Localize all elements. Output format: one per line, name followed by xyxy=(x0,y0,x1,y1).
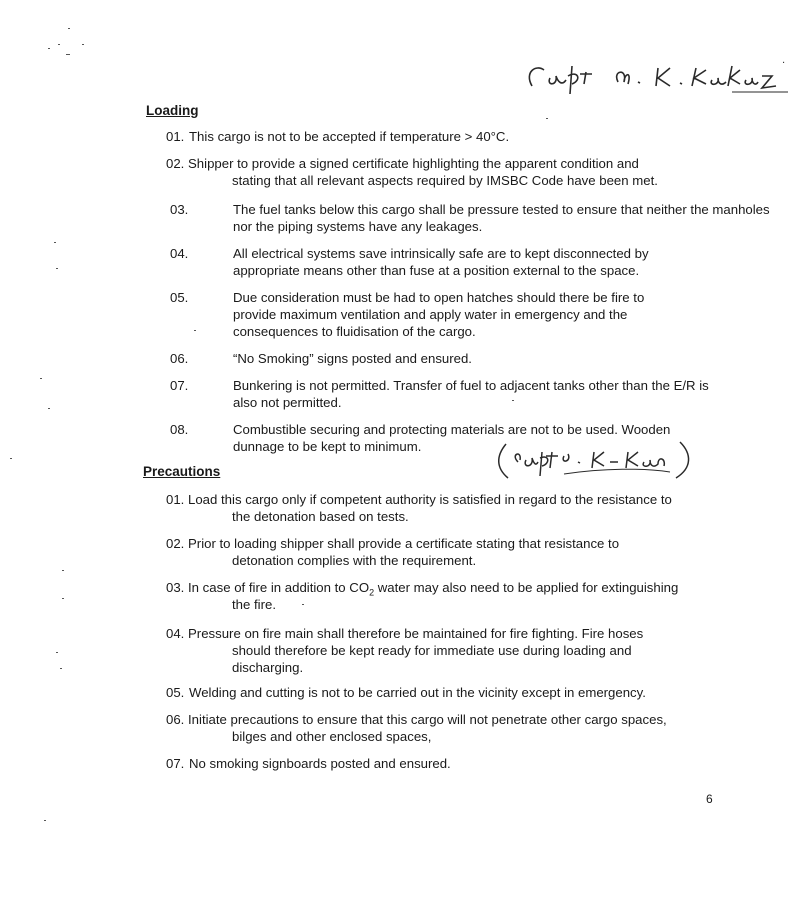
precautions-item-number: 07. xyxy=(166,756,185,771)
scan-speck xyxy=(82,44,84,45)
loading-heading: Loading xyxy=(146,103,199,118)
signature-scribble-inline xyxy=(494,438,694,484)
precautions-item-06 xyxy=(166,711,766,745)
scan-speck xyxy=(48,48,50,49)
precautions-item-05 xyxy=(166,684,766,701)
precautions-item-text: Welding and cutting is not to be carried out in the vicinity except in emergency. xyxy=(189,685,646,700)
loading-item-05 xyxy=(170,289,770,340)
precautions-item-number: 01. xyxy=(166,492,185,507)
precautions-item-07 xyxy=(166,755,766,772)
precautions-item-text: Pressure on fire main shall therefore be maintained for fire fighting. Fire hoses xyxy=(188,626,644,641)
loading-item-text: All electrical systems save intrinsically safe are to kept disconnected by appropriate means other than fuse at a position external to the space. xyxy=(233,246,649,278)
loading-item-number: 02. xyxy=(166,156,185,171)
precautions-item-line xyxy=(166,711,667,728)
loading-item-number: 05. xyxy=(170,290,189,305)
signature-scribble-top xyxy=(520,52,790,98)
precautions-item-number: 05. xyxy=(166,685,185,700)
scan-speck xyxy=(62,570,64,571)
scan-speck xyxy=(194,330,196,331)
loading-item-06 xyxy=(170,350,770,367)
precautions-item-continuation: bilges and other enclosed spaces, xyxy=(232,729,432,744)
precautions-item-continuation: the detonation based on tests. xyxy=(232,509,409,524)
loading-item-text: This cargo is not to be accepted if temperature > 40°C. xyxy=(189,129,510,144)
precautions-item-continuation: should therefore be kept ready for immediate use during loading and discharging. xyxy=(232,643,632,675)
precautions-item-line xyxy=(166,625,643,642)
scan-speck xyxy=(10,458,12,459)
precautions-item-number: 04. xyxy=(166,626,185,641)
scan-speck xyxy=(512,400,514,401)
precautions-item-text-a: In case of fire in addition to CO xyxy=(188,580,370,595)
loading-item-number: 08. xyxy=(170,422,189,437)
loading-item-number: 04. xyxy=(170,246,189,261)
precautions-item-continuation: the fire. xyxy=(232,597,276,612)
precautions-item-02 xyxy=(166,535,766,569)
loading-item-text: The fuel tanks below this cargo shall be pressure tested to ensure that neither the manholes nor the piping systems have any leakages. xyxy=(233,202,770,234)
scan-speck xyxy=(44,820,46,821)
scan-speck xyxy=(58,44,60,45)
precautions-item-03 xyxy=(166,579,766,613)
scan-speck xyxy=(68,28,70,29)
precautions-item-04 xyxy=(166,625,766,676)
precautions-item-text: No smoking signboards posted and ensured. xyxy=(189,756,451,771)
scan-speck xyxy=(302,604,304,605)
precautions-item-01 xyxy=(166,491,766,525)
loading-item-number: 01. xyxy=(166,129,185,144)
loading-item-04 xyxy=(170,245,770,279)
loading-item-02 xyxy=(166,155,766,189)
scan-speck xyxy=(56,268,58,269)
handwritten-signature-inline xyxy=(494,438,694,484)
loading-item-number: 07. xyxy=(170,378,189,393)
loading-item-number: 06. xyxy=(170,351,189,366)
scan-speck xyxy=(54,242,56,243)
precautions-item-text: Prior to loading shipper shall provide a certificate stating that resistance to xyxy=(188,536,620,551)
page-number: 6 xyxy=(706,792,713,806)
precautions-item-text-b: water may also need to be applied for extinguishing xyxy=(374,580,679,595)
loading-item-03 xyxy=(170,201,770,235)
loading-item-07 xyxy=(170,377,770,411)
loading-item-01 xyxy=(166,128,766,145)
scan-speck xyxy=(48,408,50,409)
precautions-heading: Precautions xyxy=(143,464,221,479)
precautions-item-text: Load this cargo only if competent authority is satisfied in regard to the resistance to xyxy=(188,492,672,507)
loading-item-text: Due consideration must be had to open hatches should there be fire to provide maximum ventilation and apply water in emergency and the consequences to fluidisation of the cargo. xyxy=(233,290,645,339)
loading-item-text: Combustible securing and protecting materials are not to be used. Wooden dunnage to be kept to minimum. xyxy=(233,422,671,454)
scan-speck xyxy=(66,54,70,55)
precautions-item-line xyxy=(166,535,619,552)
scan-speck xyxy=(60,668,62,669)
precautions-item-continuation: detonation complies with the requirement. xyxy=(232,553,477,568)
precautions-item-text: Initiate precautions to ensure that this cargo will not penetrate other cargo spaces, xyxy=(188,712,667,727)
loading-item-number: 03. xyxy=(170,202,189,217)
co2-subscript: 2 xyxy=(369,587,375,598)
handwritten-signature-top xyxy=(520,52,790,98)
svg-text:·: · xyxy=(782,58,786,69)
precautions-item-line xyxy=(166,491,672,508)
scan-speck xyxy=(40,378,42,379)
loading-item-text: Shipper to provide a signed certificate highlighting the apparent condition and xyxy=(188,156,639,171)
precautions-item-number: 02. xyxy=(166,536,185,551)
precautions-item-number: 03. xyxy=(166,580,185,595)
loading-item-line xyxy=(166,155,639,172)
scan-speck xyxy=(62,598,64,599)
scan-speck xyxy=(56,652,58,653)
loading-item-continuation: stating that all relevant aspects required by IMSBC Code have been met. xyxy=(232,173,658,188)
loading-item-text: Bunkering is not permitted. Transfer of fuel to adjacent tanks other than the E/R is also not permitted. xyxy=(233,378,709,410)
precautions-item-number: 06. xyxy=(166,712,185,727)
loading-item-text: “No Smoking” signs posted and ensured. xyxy=(233,351,472,366)
scan-speck xyxy=(546,118,548,119)
